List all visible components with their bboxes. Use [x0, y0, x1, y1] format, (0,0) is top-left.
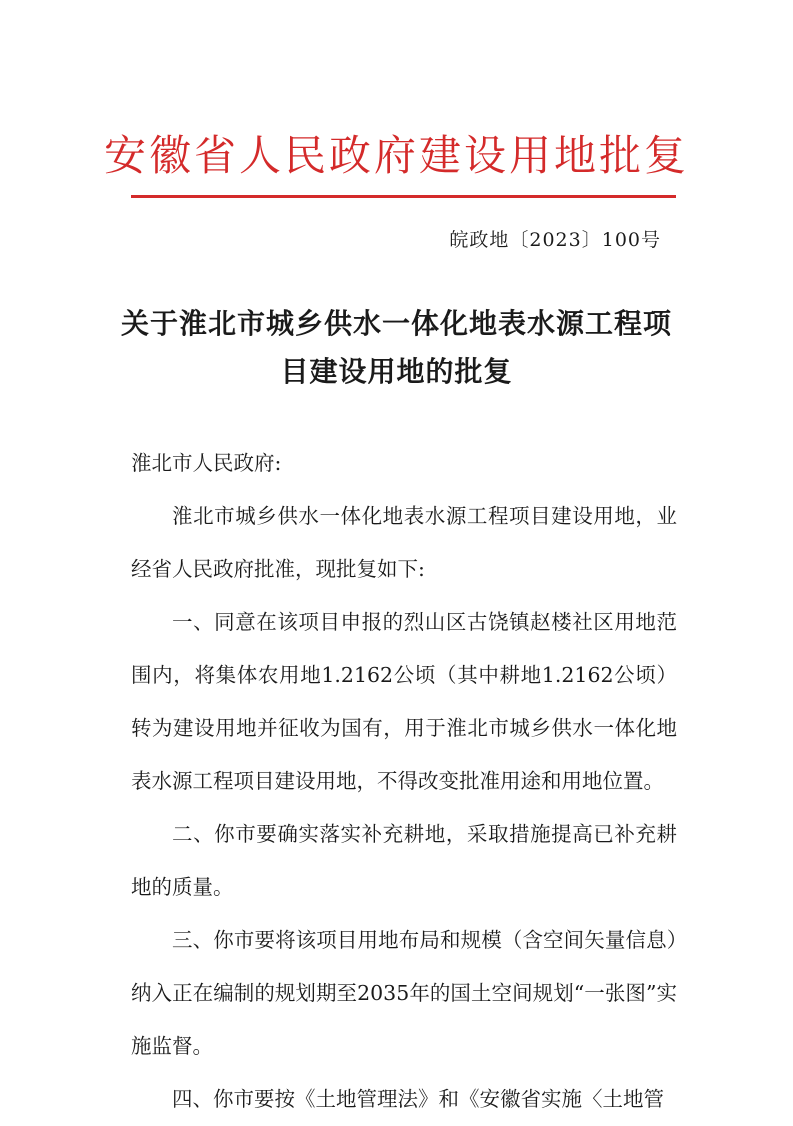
salutation: 淮北市人民政府: [131, 451, 282, 475]
body-paragraph: 淮北市城乡供水一体化地表水源工程项目建设用地，业经省人民政府批准，现批复如下: [131, 504, 677, 581]
document-number: 皖政地〔2023〕100号 [449, 229, 661, 251]
document-body [131, 437, 677, 1126]
body-paragraph: 一、同意在该项目申报的烈山区古饶镇赵楼社区用地范围内，将集体农用地1.2162公顷（其中耕地1.2162公顷）转为建设用地并征收为国有，用于淮北市城乡供水一体化地表水源工程项目建设用地，不得改变批准用途和用地位置。 [131, 610, 677, 793]
body-paragraph: 三、你市要将该项目用地布局和规模（含空间矢量信息）纳入正在编制的规划期至2035年的国土空间规划“一张图”实施监督。 [131, 928, 677, 1058]
document-header-title: 安徽省人民政府建设用地批复 [103, 131, 689, 180]
subject-title: 关于淮北市城乡供水一体化地表水源工程项目建设用地的批复 [120, 307, 672, 388]
body-paragraph: 二、你市要确实落实补充耕地，采取措施提高已补充耕地的质量。 [131, 822, 677, 899]
body-paragraph: 四、你市要按《土地管理法》和《安徽省实施〈土地管 [172, 1087, 664, 1111]
header-divider-line [131, 195, 676, 198]
